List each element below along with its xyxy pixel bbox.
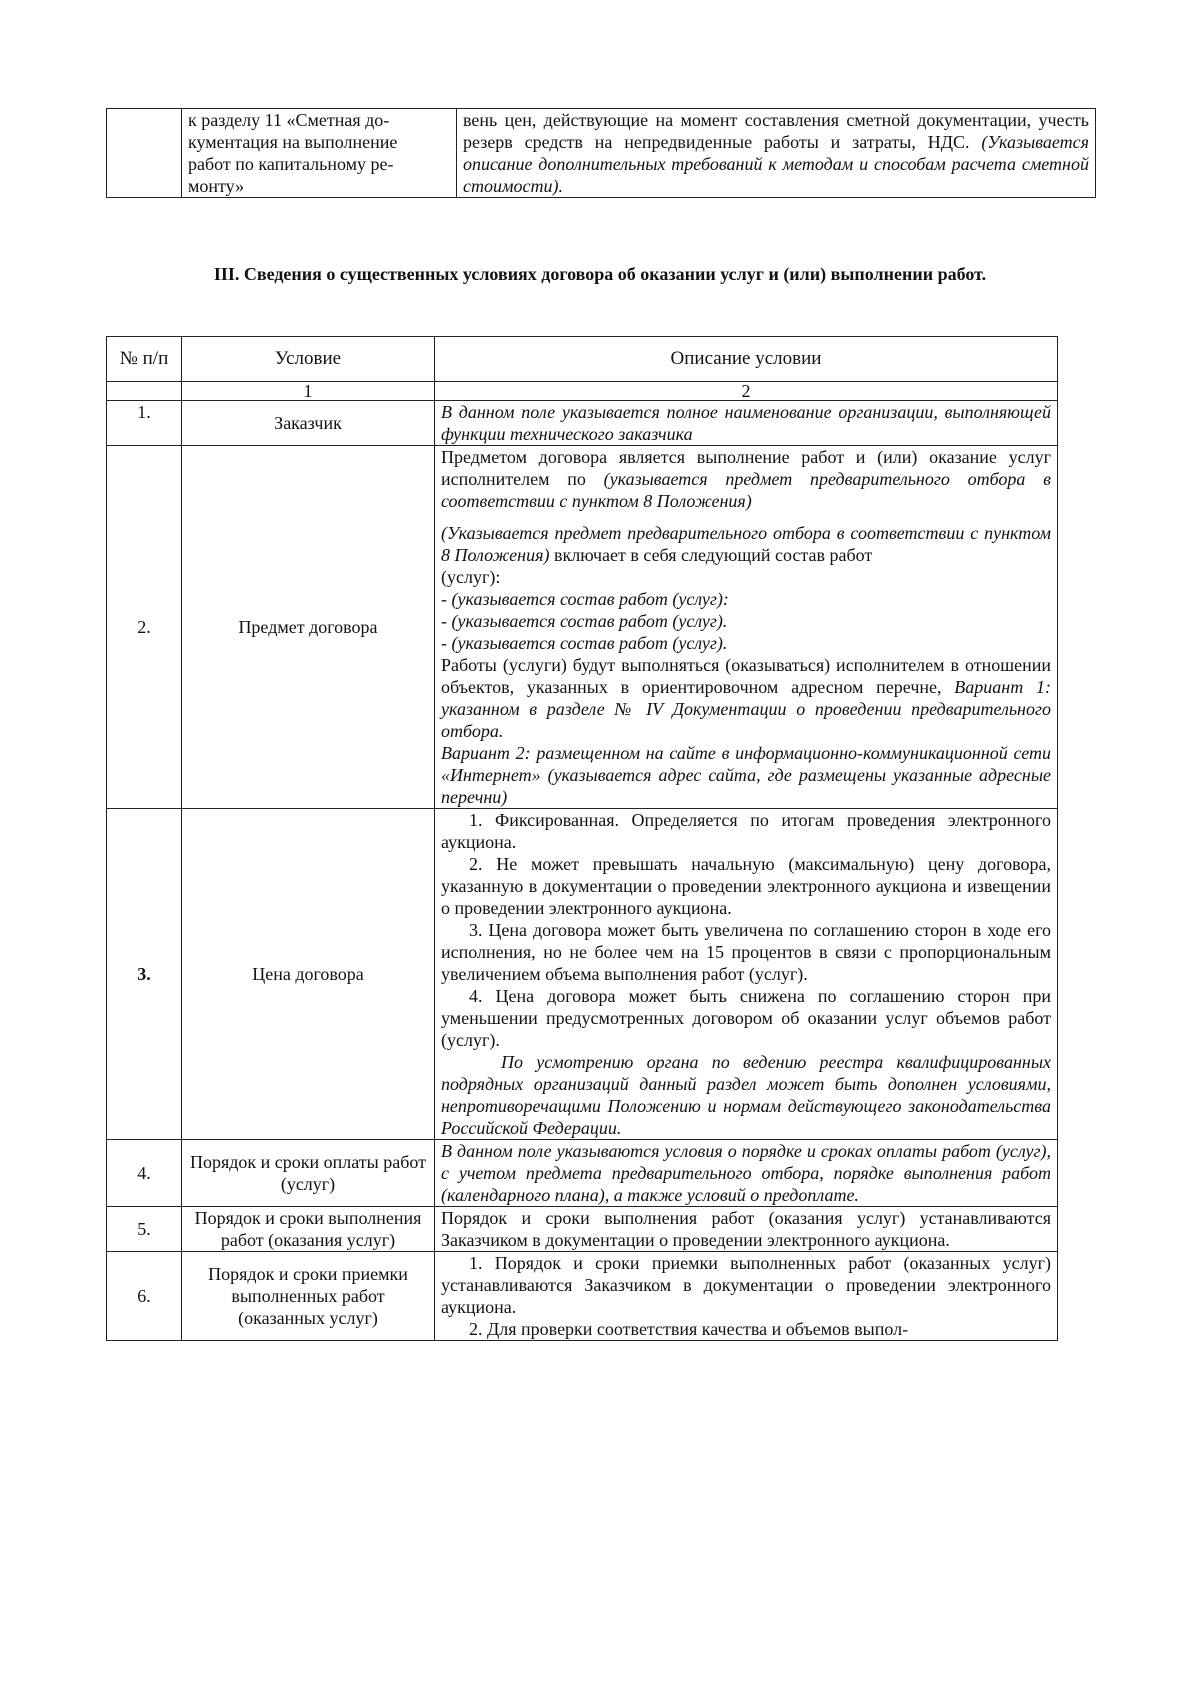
price-point: 4. Цена договора может быть снижена по соглашению сторон при уменьшении предусмотренных договором об оказании услуг объемов работ (услуг). — [441, 986, 1051, 1050]
row-description — [435, 446, 1058, 809]
price-point: 2. Не может превышать начальную (максимальную) цену договора, указанную в документации о проведении электронного аукциона и извещении о проведении электронного аукциона. — [441, 854, 1051, 918]
index-col1: 1 — [182, 382, 435, 401]
plain-text: Работы (услуги) будут выполняться (оказываться) исполнителем в отношении объектов, указанных в ориентировочном адресном перечне, — [441, 655, 1051, 697]
row-condition: Заказчик — [182, 401, 435, 446]
italic-note: (Указывается описание дополнительных требований к методам и способам расчета сметной стоимости). — [463, 132, 1090, 196]
row-number: 2. — [107, 446, 182, 809]
header-condition: Условие — [182, 337, 435, 382]
text-line: работ по капитальному ре- — [188, 154, 394, 174]
row-number: 4. — [107, 1140, 182, 1207]
header-row — [107, 337, 1058, 382]
table-row — [107, 1207, 1058, 1252]
row-number: 6. — [107, 1252, 182, 1341]
table-row — [107, 446, 1058, 809]
row-number: 3. — [107, 809, 182, 1140]
row-condition: Порядок и сроки выполнения работ (оказания услуг) — [182, 1207, 435, 1252]
italic-note: Вариант 1: указанном в разделе № IV Документации о проведении предварительного отбора. — [441, 677, 1052, 741]
row-description — [435, 1252, 1058, 1341]
table-row — [107, 809, 1058, 1140]
table-row — [107, 1252, 1058, 1341]
requirement-text-cell — [457, 109, 1096, 198]
acceptance-point: 1. Порядок и сроки приемки выполненных работ (оказанных услуг) устанавливаются Заказчиком в документации о проведении электронного аукциона. — [441, 1253, 1051, 1317]
table-row — [107, 401, 1058, 446]
contract-conditions-table — [106, 336, 1058, 1341]
row-condition: Порядок и сроки оплаты работ (услуг) — [182, 1140, 435, 1207]
price-point: 3. Цена договора может быть увеличена по соглашению сторон в ходе его исполнения, но не более чем на 15 процентов в связи с пропорциональным увеличением объема выполнения работ (услуг). — [441, 920, 1051, 984]
plain-text: Предметом договора является выполнение работ и (или) оказание услуг исполнителем по — [441, 447, 1051, 489]
text-line: кументация на выполнение — [188, 132, 398, 152]
italic-note: (Указывается предмет предварительного отбора в соответствии с пунктом 8 Положения) — [441, 523, 1051, 565]
empty-cell — [107, 109, 182, 198]
list-item: - (указывается состав работ (услуг): — [441, 589, 729, 609]
row-condition: Цена договора — [182, 809, 435, 1140]
acceptance-point: 2. Для проверки соответствия качества и объемов выпол- — [469, 1319, 909, 1339]
table-row — [107, 109, 1096, 198]
plain-text: включает в себя следующий состав работ — [553, 545, 873, 565]
plain-text: вень цен, действующие на момент составления сметной документации, учесть резерв средств на непредвиденные работы и затраты, НДС. — [463, 110, 1089, 152]
row-number: 5. — [107, 1207, 182, 1252]
table-row — [107, 1140, 1058, 1207]
top-continuation-table — [106, 108, 1096, 198]
requirement-reference-cell — [182, 109, 457, 198]
text-line: монту» — [188, 176, 245, 196]
header-description: Описание условии — [435, 337, 1058, 382]
italic-note: Вариант 2: размещенном на сайте в информационно-коммуникационной сети «Интернет» (указывается адрес сайта, где размещены указанные адресные перечни) — [441, 743, 1051, 807]
header-num: № п/п — [107, 337, 182, 382]
row-description — [435, 809, 1058, 1140]
price-point: 1. Фиксированная. Определяется по итогам проведения электронного аукциона. — [441, 810, 1051, 852]
list-item: - (указывается состав работ (услуг). — [441, 633, 728, 653]
section-heading: III. Сведения о существенных условиях договора об оказании услуг и (или) выполнении работ. — [213, 264, 987, 284]
row-description: В данном поле указываются условия о порядке и сроках оплаты работ (услуг), с учетом предмета предварительного отбора, порядке выполнения работ (календарного плана), а также условий о предоплате. — [435, 1140, 1058, 1207]
row-description: Порядок и сроки выполнения работ (оказания услуг) устанавливаются Заказчиком в документации о проведении электронного аукциона. — [435, 1207, 1058, 1252]
italic-note: По усмотрению органа по ведению реестра квалифицированных подрядных организаций данный раздел может быть дополнен условиями, непротиворечащими Положению и нормам действующего законодательства Российской Федерации. — [441, 1052, 1051, 1138]
index-empty — [107, 382, 182, 401]
row-description: В данном поле указывается полное наименование организации, выполняющей функции технического заказчика — [435, 401, 1058, 446]
row-condition: Предмет договора — [182, 446, 435, 809]
plain-text: (услуг): — [441, 567, 501, 587]
italic-note: (указывается предмет предварительного отбора в соответствии с пунктом 8 Положения) — [441, 469, 1051, 511]
list-item: - (указывается состав работ (услуг). — [441, 611, 728, 631]
index-row — [107, 382, 1058, 401]
row-number: 1. — [107, 401, 182, 446]
index-col2: 2 — [435, 382, 1058, 401]
text-line: к разделу 11 «Сметная до- — [188, 110, 390, 130]
row-condition: Порядок и сроки приемки выполненных работ (оказанных услуг) — [182, 1252, 435, 1341]
